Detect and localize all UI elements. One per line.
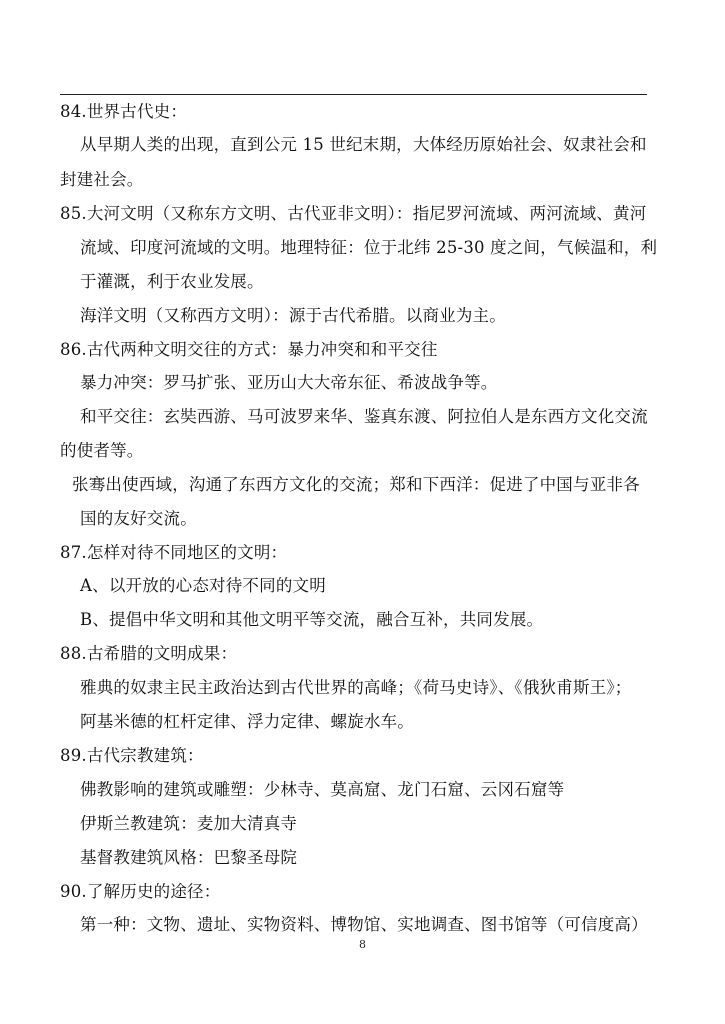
section-89-text: 伊斯兰教建筑：麦加大清真寺 <box>80 814 298 833</box>
section-85-text: 于灌溉，利于农业发展。 <box>80 272 264 291</box>
section-87-text: B、提倡中华文明和其他文明平等交流，融合互补，共同发展。 <box>80 610 544 629</box>
section-86-text: 张骞出使西域，沟通了东西方文化的交流；郑和下西洋：促进了中国与亚非各 <box>72 475 640 494</box>
section-85-text: 流域、印度河流域的文明。地理特征：位于北纬 25-30 度之间，气候温和，利 <box>80 238 658 257</box>
section-88-text: 雅典的奴隶主民主政治达到古代世界的高峰；《荷马史诗》、《俄狄甫斯王》； <box>80 678 632 697</box>
section-89-text: 佛教影响的建筑或雕塑：少林寺、莫高窟、龙门石窟、云冈石窟等 <box>80 780 565 799</box>
section-86-text: 的使者等。 <box>60 441 144 460</box>
section-85-heading: 85.大河文明（又称东方文明、古代亚非文明）：指尼罗河流域、两河流域、黄河 <box>60 204 647 223</box>
section-86-text: 国的友好交流。 <box>80 509 197 528</box>
section-84-text: 从早期人类的出现，直到公元 15 世纪末期，大体经历原始社会、奴隶社会和 <box>80 135 647 154</box>
page-number: 8 <box>359 938 366 951</box>
section-86-heading: 86.古代两种文明交往的方式：暴力冲突和和平交往 <box>60 340 438 359</box>
section-90-text: 第一种：文物、遗址、实物资料、博物馆、实地调查、图书馆等（可信度高） <box>80 915 648 934</box>
section-88-heading: 88.古希腊的文明成果： <box>60 644 238 663</box>
section-84-heading: 84.世界古代史： <box>60 102 188 121</box>
section-85-text: 海洋文明（又称西方文明）：源于古代希腊。以商业为主。 <box>80 306 506 325</box>
section-88-text: 阿基米德的杠杆定律、浮力定律、螺旋水车。 <box>80 712 414 731</box>
section-86-text: 和平交往：玄奘西游、马可波罗来华、鉴真东渡、阿拉伯人是东西方文化交流 <box>80 407 648 426</box>
section-89-text: 基督教建筑风格：巴黎圣母院 <box>80 848 298 867</box>
section-84-text: 封建社会。 <box>60 170 144 189</box>
section-90-heading: 90.了解历史的途径： <box>60 882 221 901</box>
section-89-heading: 89.古代宗教建筑： <box>60 746 204 765</box>
section-87-text: A、以开放的心态对待不同的文明 <box>80 576 326 595</box>
section-87-heading: 87.怎样对待不同地区的文明： <box>60 543 288 562</box>
section-86-text: 暴力冲突：罗马扩张、亚历山大大帝东征、希波战争等。 <box>80 373 498 392</box>
header-rule <box>60 94 647 95</box>
